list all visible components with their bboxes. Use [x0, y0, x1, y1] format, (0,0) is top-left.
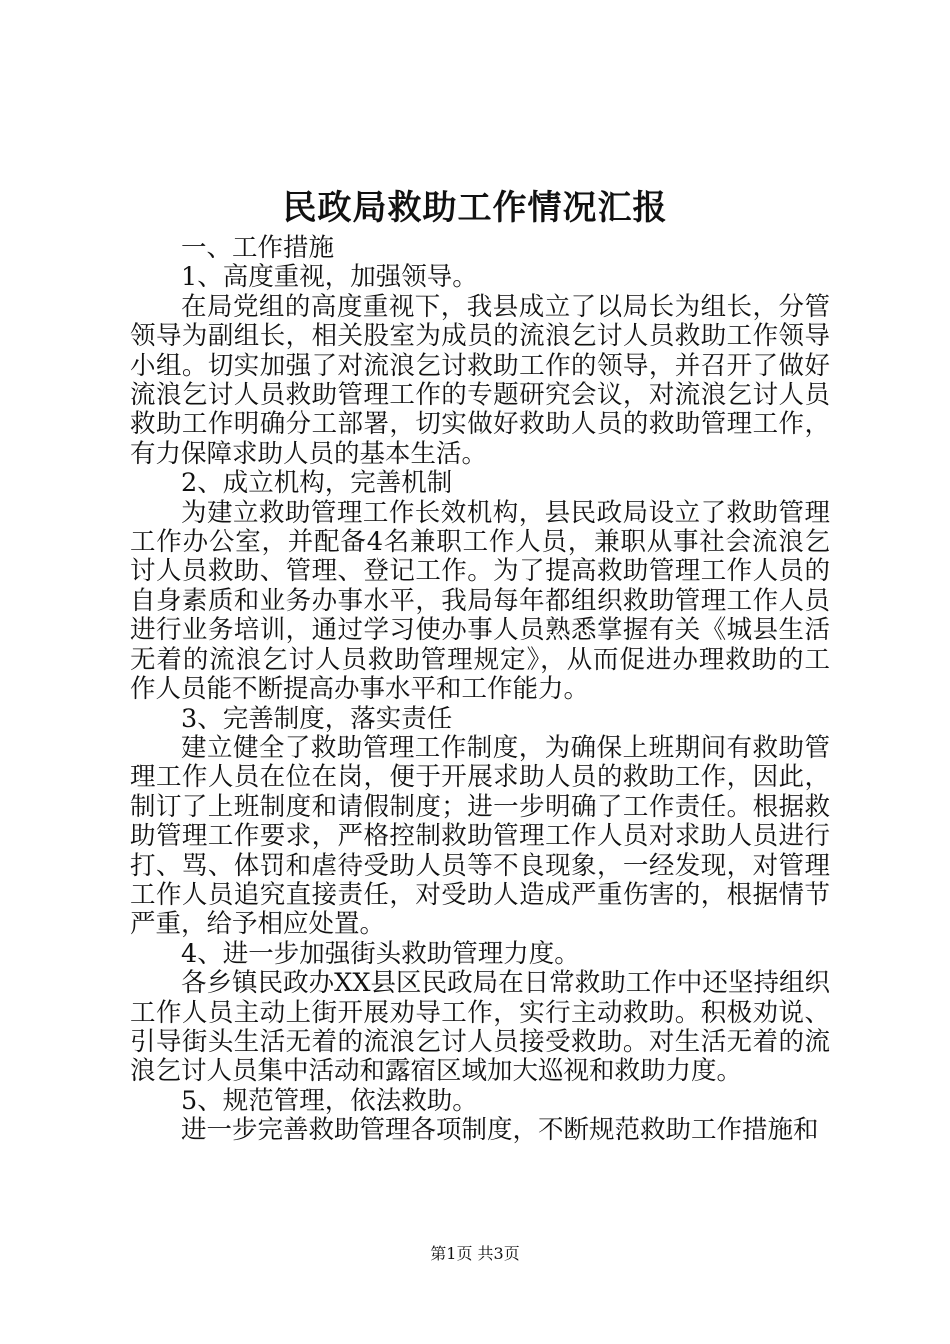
- body-paragraph: 各乡镇民政办XX县区民政局在日常救助工作中还坚持组织工作人员主动上街开展劝导工作，实行主动救助。积极劝说、引导街头生活无着的流浪乞讨人员接受救助。对生活无着的流浪乞讨人员集中活动和露宿区域加大巡视和救助力度。: [130, 968, 830, 1087]
- body-paragraph: 在局党组的高度重视下，我县成立了以局长为组长，分管领导为副组长，相关股室为成员的流浪乞讨人员救助工作领导小组。切实加强了对流浪乞讨救助工作的领导，并召开了做好流浪乞讨人员救助管理工作的专题研究会议，对流浪乞讨人员救助工作明确分工部署，切实做好救助人员的救助管理工作，有力保障求助人员的基本生活。: [130, 291, 830, 469]
- body-paragraph: 进一步完善救助管理各项制度，不断规范救助工作措施和: [181, 1115, 819, 1146]
- subsection-heading: 4、进一步加强街头救助管理力度。: [181, 938, 580, 969]
- body-paragraph: 为建立救助管理工作长效机构，县民政局设立了救助管理工作办公室，并配备4名兼职工作人员，兼职从事社会流浪乞讨人员救助、管理、登记工作。为了提高救助管理工作人员的自身素质和业务办事水平，我局每年都组织救助管理工作人员进行业务培训，通过学习使办事人员熟悉掌握有关《城县生活无着的流浪乞讨人员救助管理规定》，从而促进办理救助的工作人员能不断提高办事水平和工作能力。: [130, 497, 830, 705]
- section-heading: 一、工作措施: [181, 233, 335, 263]
- document-title: 民政局救助工作情况汇报: [282, 188, 668, 228]
- document-body: [130, 234, 830, 1146]
- subsection-heading: 2、成立机构，完善机制: [181, 468, 453, 499]
- page-number-footer: 第1页 共3页: [430, 1244, 520, 1263]
- subsection-heading: 1、高度重视，加强领导。: [181, 262, 478, 293]
- body-paragraph: 建立健全了救助管理工作制度，为确保上班期间有救助管理工作人员在位在岗，便于开展求助人员的救助工作，因此，制订了上班制度和请假制度；进一步明确了工作责任。根据救助管理工作要求，严格控制救助管理工作人员对求助人员进行打、骂、体罚和虐待受助人员等不良现象，一经发现，对管理工作人员追究直接责任，对受助人造成严重伤害的，根据情节严重，给予相应处置。: [130, 732, 830, 940]
- subsection-heading: 3、完善制度，落实责任: [181, 703, 453, 734]
- subsection-heading: 5、规范管理，依法救助。: [181, 1085, 478, 1116]
